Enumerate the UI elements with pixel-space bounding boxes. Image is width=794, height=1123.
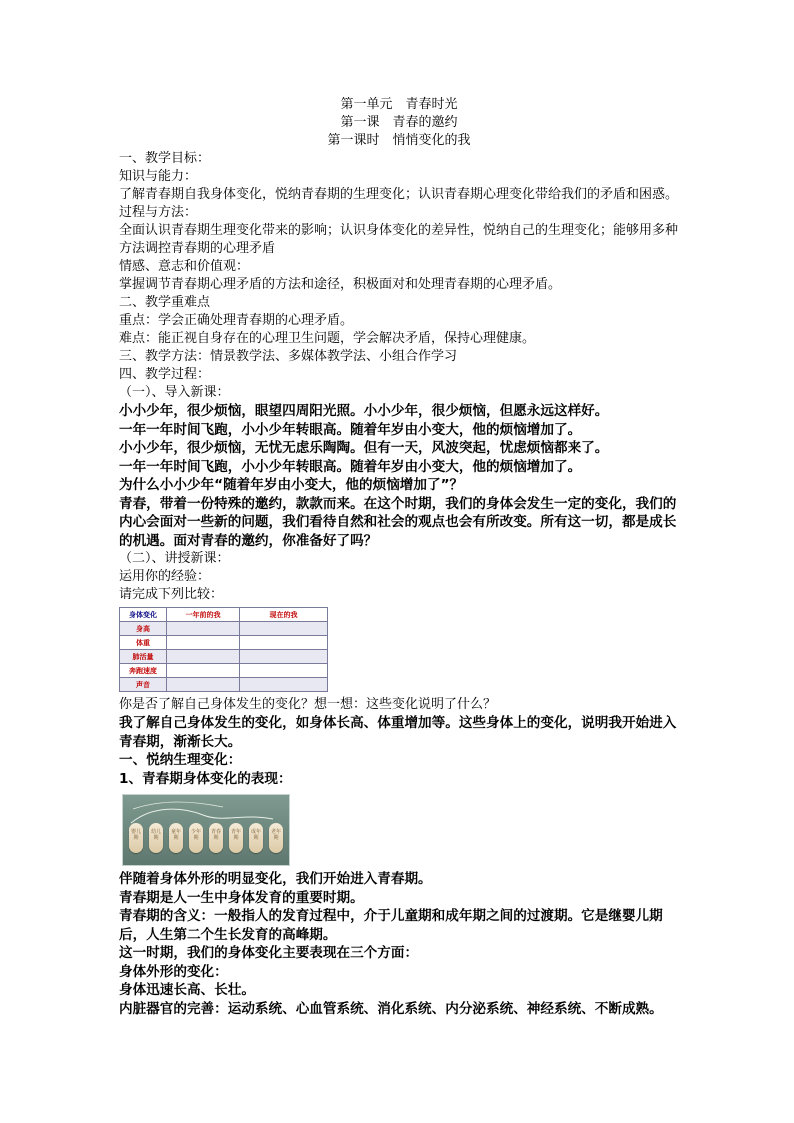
process-heading: 四、教学过程： [119, 367, 211, 382]
difficulty-point: 难点：能正视自身存在的心理卫生问题，学会解决矛盾，保持心理健康。 [119, 331, 536, 346]
table-cell[interactable] [240, 622, 328, 636]
row-label: 肺活量 [120, 650, 167, 664]
intro-paragraph: 青春，带着一份特殊的邀约，款款而来。在这个时期，我们的身体会发生一定的变化，我们的内心会面对一些新的问题，我们看待自然和社会的观点也会有所改变。所有这一切，都是成长的机遇。面对青春的邀约，你准备好了吗？ [119, 495, 677, 549]
closing-line: 身体外形的变化： [119, 963, 228, 980]
table-row [120, 650, 328, 664]
row-label: 体重 [120, 636, 167, 650]
closing-line: 内脏器官的完善：运动系统、心血管系统、消化系统、内分泌系统、神经系统、不断成熟。 [119, 1000, 663, 1017]
table-header-row [120, 608, 328, 622]
stage-label: 童年期 [170, 829, 181, 841]
table-cell[interactable] [240, 650, 328, 664]
row-label: 声音 [120, 678, 167, 692]
closing-line: 青春期是人一生中身体发育的重要时期。 [119, 889, 364, 906]
stage-label: 青春期 [210, 829, 221, 841]
table-row [120, 622, 328, 636]
stage-pill [249, 823, 263, 853]
stage-label: 婴儿期 [130, 829, 141, 841]
stage-pill [169, 823, 183, 853]
closing-line: 伴随着身体外形的明显变化，我们开始进入青春期。 [119, 871, 432, 887]
section-heading: 一、悦纳生理变化： [119, 752, 242, 768]
knowledge-label: 知识与能力： [119, 169, 198, 184]
emotion-text: 掌握调节青春期心理矛盾的方法和途径，积极面对和处理青春期的心理矛盾。 [119, 277, 562, 292]
string-decoration [123, 795, 289, 865]
closing-line: 身体迅速长高、长壮。 [119, 982, 255, 998]
song-line: 一年一年时间飞跑，小小少年转眼高。随着年岁由小变大，他的烦恼增加了。 [119, 421, 582, 438]
table-row [120, 664, 328, 678]
stage-pill [149, 823, 163, 853]
compare-prompt: 请完成下列比较： [119, 587, 224, 602]
stage-label: 少年期 [190, 829, 201, 841]
stage-label: 青年期 [230, 829, 241, 841]
table-cell[interactable] [167, 622, 240, 636]
stage-label: 老年期 [270, 829, 281, 841]
song-line: 一年一年时间飞跑，小小少年转眼高。随着年岁由小变大，他的烦恼增加了。 [119, 458, 582, 475]
table-header: 身体变化 [120, 608, 167, 622]
sub-heading: 1、青春期身体变化的表现： [119, 770, 292, 787]
title-block [119, 96, 679, 150]
period-title: 第一课时 悄悄变化的我 [327, 133, 471, 148]
table-row [120, 678, 328, 692]
stage-pill [269, 823, 283, 853]
table-cell[interactable] [167, 664, 240, 678]
stage-pill [209, 823, 223, 853]
intro-label: （一）、导入新课： [119, 385, 230, 400]
stage-pill [229, 823, 243, 853]
table-cell[interactable] [167, 636, 240, 650]
row-label: 身高 [120, 622, 167, 636]
table-header: 现在的我 [240, 608, 328, 622]
adolescence-definition: 青春期的含义：一般指人的发育过程中，介于儿童期和成年期之间的过渡期。它是继婴儿期后，人生第二个生长发育的高峰期。 [119, 908, 663, 943]
reflection-answer: 我了解自己身体发生的变化，如身体长高、体重增加等。这些身体上的变化，说明我开始进入青春期，渐渐长大。 [119, 715, 677, 750]
table-cell[interactable] [240, 678, 328, 692]
lecture-label: （二）、讲授新课： [119, 551, 230, 566]
reflection-question: 你是否了解自己身体发生的变化？想一想：这些变化说明了什么？ [119, 697, 497, 712]
process-label: 过程与方法： [119, 205, 198, 220]
experience-label: 运用你的经验： [119, 569, 211, 584]
table-row [120, 636, 328, 650]
unit-title: 第一单元 青春时光 [340, 97, 458, 112]
table-cell[interactable] [167, 678, 240, 692]
focus-point: 重点：学会正确处理青春期的心理矛盾。 [119, 313, 354, 328]
life-stages-photo [122, 794, 290, 866]
closing-line: 这一时期，我们的身体变化主要表现在三个方面： [119, 945, 419, 961]
table-header: 一年前的我 [167, 608, 240, 622]
stage-label: 幼儿期 [150, 829, 161, 841]
document-page [119, 96, 679, 1018]
key-points-heading: 二、教学重难点 [119, 295, 211, 310]
table-cell[interactable] [167, 650, 240, 664]
objectives-heading: 一、教学目标： [119, 151, 211, 166]
stage-label: 成年期 [250, 829, 261, 841]
table-cell[interactable] [240, 664, 328, 678]
methods-line: 三、教学方法：情景教学法、多媒体教学法、小组合作学习 [119, 349, 458, 364]
song-line: 小小少年，很少烦恼，无忧无虑乐陶陶。但有一天，风波突起，忧虑烦恼都来了。 [119, 440, 609, 456]
row-label: 奔跑速度 [120, 664, 167, 678]
table-cell[interactable] [240, 636, 328, 650]
stage-pill [129, 823, 143, 853]
lesson-title: 第一课 青春的邀约 [340, 115, 458, 130]
stage-pill [189, 823, 203, 853]
comparison-table [119, 607, 328, 692]
process-text: 全面认识青春期生理变化带来的影响；认识身体变化的差异性，悦纳自己的生理变化；能够用多种方法调控青春期的心理矛盾 [119, 223, 679, 256]
intro-question: 为什么小小少年“随着年岁由小变大，他的烦恼增加了”？ [119, 477, 464, 493]
knowledge-text: 了解青春期自我身体变化，悦纳青春期的生理变化；认识青春期心理变化带给我们的矛盾和困惑。 [119, 187, 679, 202]
song-line: 小小少年，很少烦恼，眼望四周阳光照。小小少年，很少烦恼，但愿永远这样好。 [119, 403, 609, 419]
emotion-label: 情感、意志和价值观： [119, 259, 250, 274]
